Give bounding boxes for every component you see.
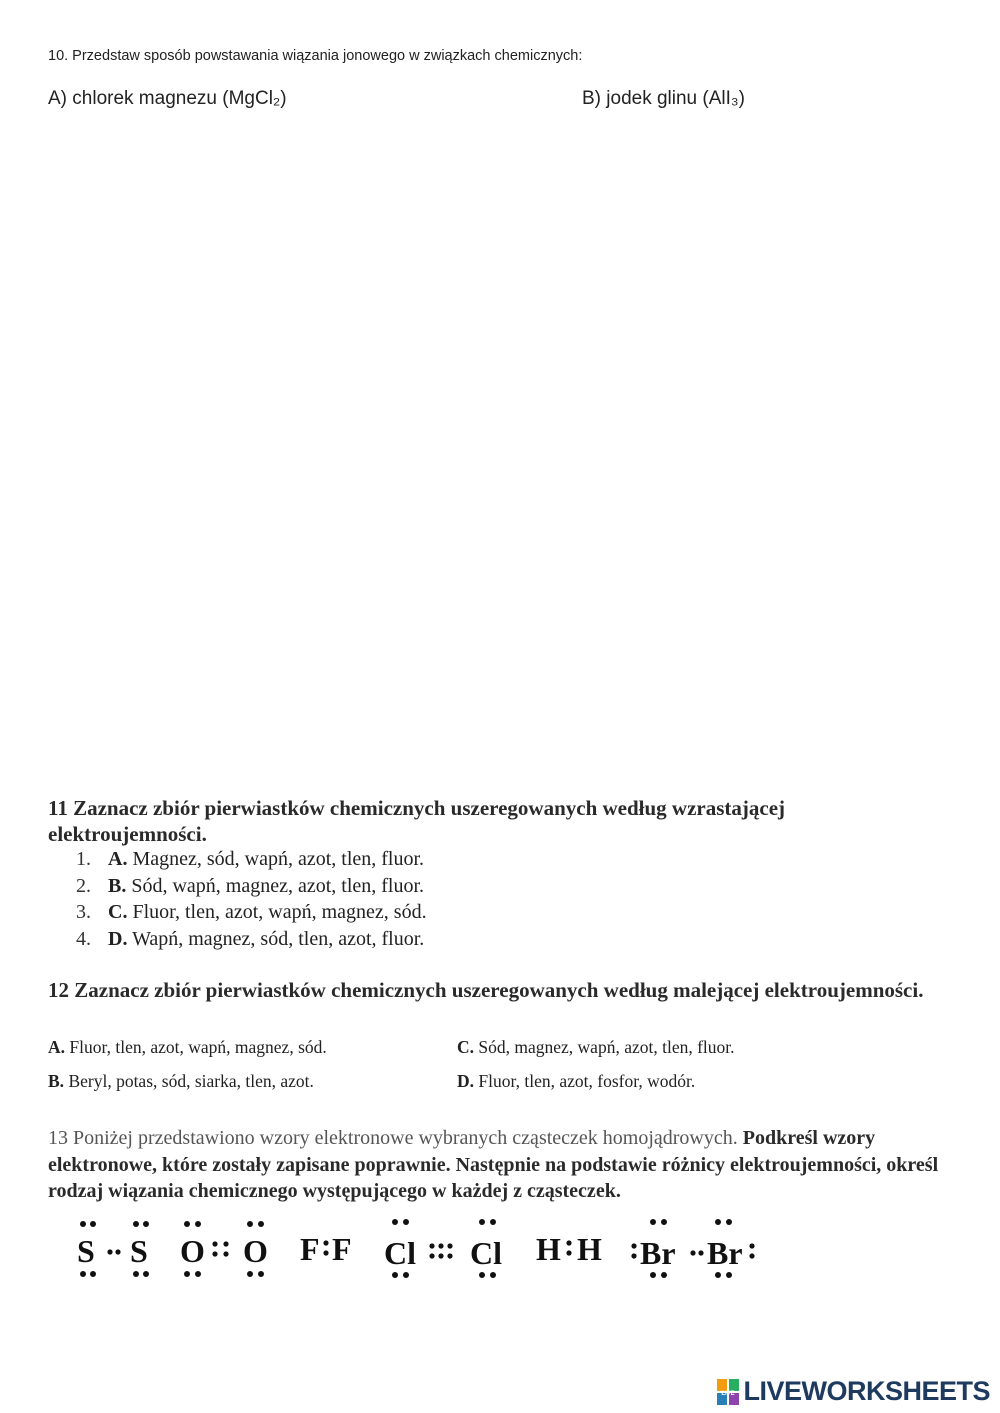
question-12-heading: 12 Zaznacz zbiór pierwiastków chemicznych uszeregowanych według malejącej elektroujemności. (48, 978, 924, 1002)
question-13-text (48, 1125, 958, 1205)
liveworksheets-logo-icon (717, 1379, 739, 1405)
lewis-o2[interactable] (180, 1221, 268, 1277)
question-13-instruction: Podkreśl wzory elektronowe, które zostały zapisane poprawnie. Następnie na podstawie różnicy elektroujemności, określ rodzaj wiązania chemicznego występującego w każdej z cząsteczek. (48, 1127, 939, 1202)
liveworksheets-brand: LIVEWORKSHEETS (743, 1376, 990, 1406)
lewis-atom: F (332, 1231, 352, 1267)
question-12-option-c[interactable]: C. Sód, magnez, wapń, azot, tlen, fluor. (457, 1037, 735, 1057)
question-11-heading: 11 Zaznacz zbiór pierwiastków chemicznych uszeregowanych według wzrastającej elektroujemności. (48, 796, 786, 846)
lewis-atom: S (77, 1233, 95, 1269)
lewis-atom: F (300, 1231, 320, 1267)
lewis-atom: O (180, 1233, 205, 1269)
question-11-option-a[interactable]: 1. A. Magnez, sód, wapń, azot, tlen, fluor. (76, 848, 425, 870)
question-11-options (76, 846, 427, 952)
question-10-part-a: A) chlorek magnezu (MgCl₂) (48, 88, 287, 109)
question-12-option-b[interactable]: B. Beryl, potas, sód, siarka, tlen, azot. (48, 1071, 314, 1091)
question-10-title: 10. Przedstaw sposób powstawania wiązania jonowego w związkach chemicznych: (48, 48, 583, 64)
question-10-part-b: B) jodek glinu (AlI₃) (582, 88, 745, 109)
question-11-option-d[interactable]: 4. D. Wapń, magnez, sód, tlen, azot, fluor. (76, 927, 425, 950)
lewis-atom: Cl (470, 1235, 502, 1271)
lewis-atom: Br (640, 1235, 676, 1271)
question-13-intro: 13 Poniżej przedstawiono wzory elektronowe wybranych cząsteczek homojądrowych. (48, 1127, 743, 1149)
question-11-option-c[interactable]: 3. C. Fluor, tlen, azot, wapń, magnez, sód. (76, 901, 427, 923)
lewis-atom: O (243, 1233, 268, 1269)
lewis-f2[interactable] (300, 1231, 352, 1267)
lewis-structures (50, 1212, 760, 1292)
liveworksheets-logo[interactable] (717, 1376, 990, 1407)
question-12-option-d[interactable]: D. Fluor, tlen, azot, fosfor, wodór. (457, 1071, 696, 1091)
svg-text:LIVE: LIVE (721, 1390, 736, 1397)
lewis-atom: H (577, 1231, 602, 1267)
lewis-h2[interactable] (536, 1231, 602, 1267)
lewis-atom: H (536, 1231, 561, 1267)
question-12-option-a[interactable]: A. Fluor, tlen, azot, wapń, magnez, sód. (48, 1037, 327, 1057)
lewis-atom: Cl (384, 1235, 416, 1271)
lewis-atom: S (130, 1233, 148, 1269)
lewis-br2[interactable] (631, 1219, 754, 1278)
lewis-cl2[interactable] (384, 1219, 502, 1278)
question-11-option-b[interactable]: 2. B. Sód, wapń, magnez, azot, tlen, fluor. (76, 874, 425, 897)
lewis-atom: Br (707, 1235, 743, 1271)
lewis-s2[interactable] (77, 1221, 149, 1277)
